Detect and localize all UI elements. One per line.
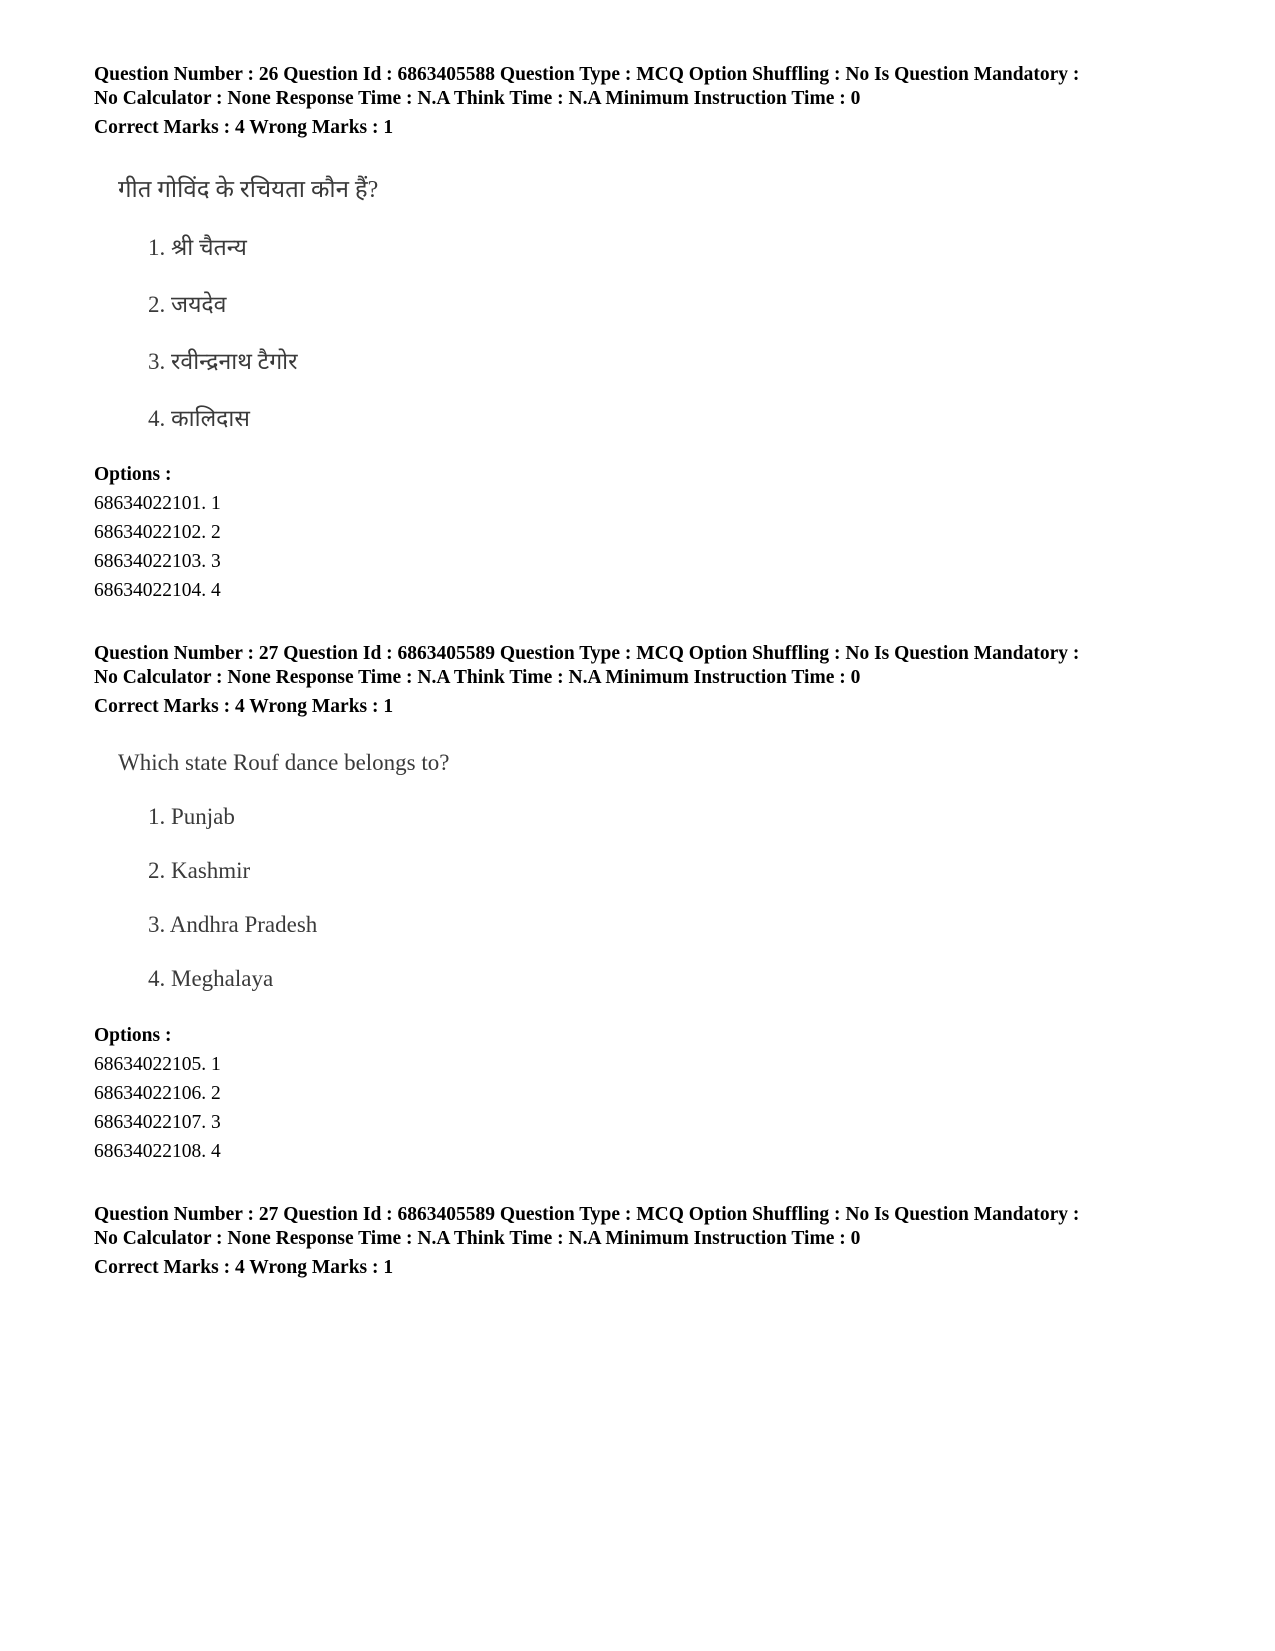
question-header xyxy=(94,63,1204,140)
option-line: 68634022106. 2 xyxy=(94,1083,221,1104)
option-line: 68634022108. 4 xyxy=(94,1141,221,1162)
option-line: 68634022101. 1 xyxy=(94,493,221,514)
marks-line: Correct Marks : 4 Wrong Marks : 1 xyxy=(94,696,394,717)
choice-item: 3. Andhra Pradesh xyxy=(148,912,318,937)
options-heading: Options : xyxy=(94,464,172,485)
question-meta-line: Question Number : 27 Question Id : 6863405589 Question Type : MCQ Option Shuffling : No Is Question Mandatory : xyxy=(94,1204,1080,1225)
question-header xyxy=(94,642,1204,719)
option-line: 68634022107. 3 xyxy=(94,1112,221,1133)
marks-line: Correct Marks : 4 Wrong Marks : 1 xyxy=(94,1257,394,1278)
marks-line: Correct Marks : 4 Wrong Marks : 1 xyxy=(94,117,394,138)
options-heading: Options : xyxy=(94,1025,172,1046)
option-line: 68634022102. 2 xyxy=(94,522,221,543)
question-text: गीत गोविंद के रचियता कौन हैं? xyxy=(118,177,379,203)
choice-item: 3. रवीन्द्रनाथ टैगोर xyxy=(148,349,298,374)
question-text: Which state Rouf dance belongs to? xyxy=(118,750,450,775)
choice-item: 4. Meghalaya xyxy=(148,966,274,991)
choice-item: 4. कालिदास xyxy=(148,406,250,431)
question-meta-line: Question Number : 27 Question Id : 6863405589 Question Type : MCQ Option Shuffling : No Is Question Mandatory : xyxy=(94,643,1080,664)
question-meta-line: No Calculator : None Response Time : N.A Think Time : N.A Minimum Instruction Time : 0 xyxy=(94,667,861,688)
option-line: 68634022104. 4 xyxy=(94,580,221,601)
question-meta-line: Question Number : 26 Question Id : 6863405588 Question Type : MCQ Option Shuffling : No Is Question Mandatory : xyxy=(94,64,1080,85)
question-header xyxy=(94,1203,1204,1280)
question-meta-line: No Calculator : None Response Time : N.A Think Time : N.A Minimum Instruction Time : 0 xyxy=(94,1228,861,1249)
choice-item: 1. श्री चैतन्य xyxy=(148,235,247,260)
question-meta-line: No Calculator : None Response Time : N.A Think Time : N.A Minimum Instruction Time : 0 xyxy=(94,88,861,109)
option-line: 68634022103. 3 xyxy=(94,551,221,572)
choice-item: 1. Punjab xyxy=(148,804,235,829)
choice-item: 2. Kashmir xyxy=(148,858,251,883)
choice-item: 2. जयदेव xyxy=(148,292,227,317)
option-line: 68634022105. 1 xyxy=(94,1054,221,1075)
